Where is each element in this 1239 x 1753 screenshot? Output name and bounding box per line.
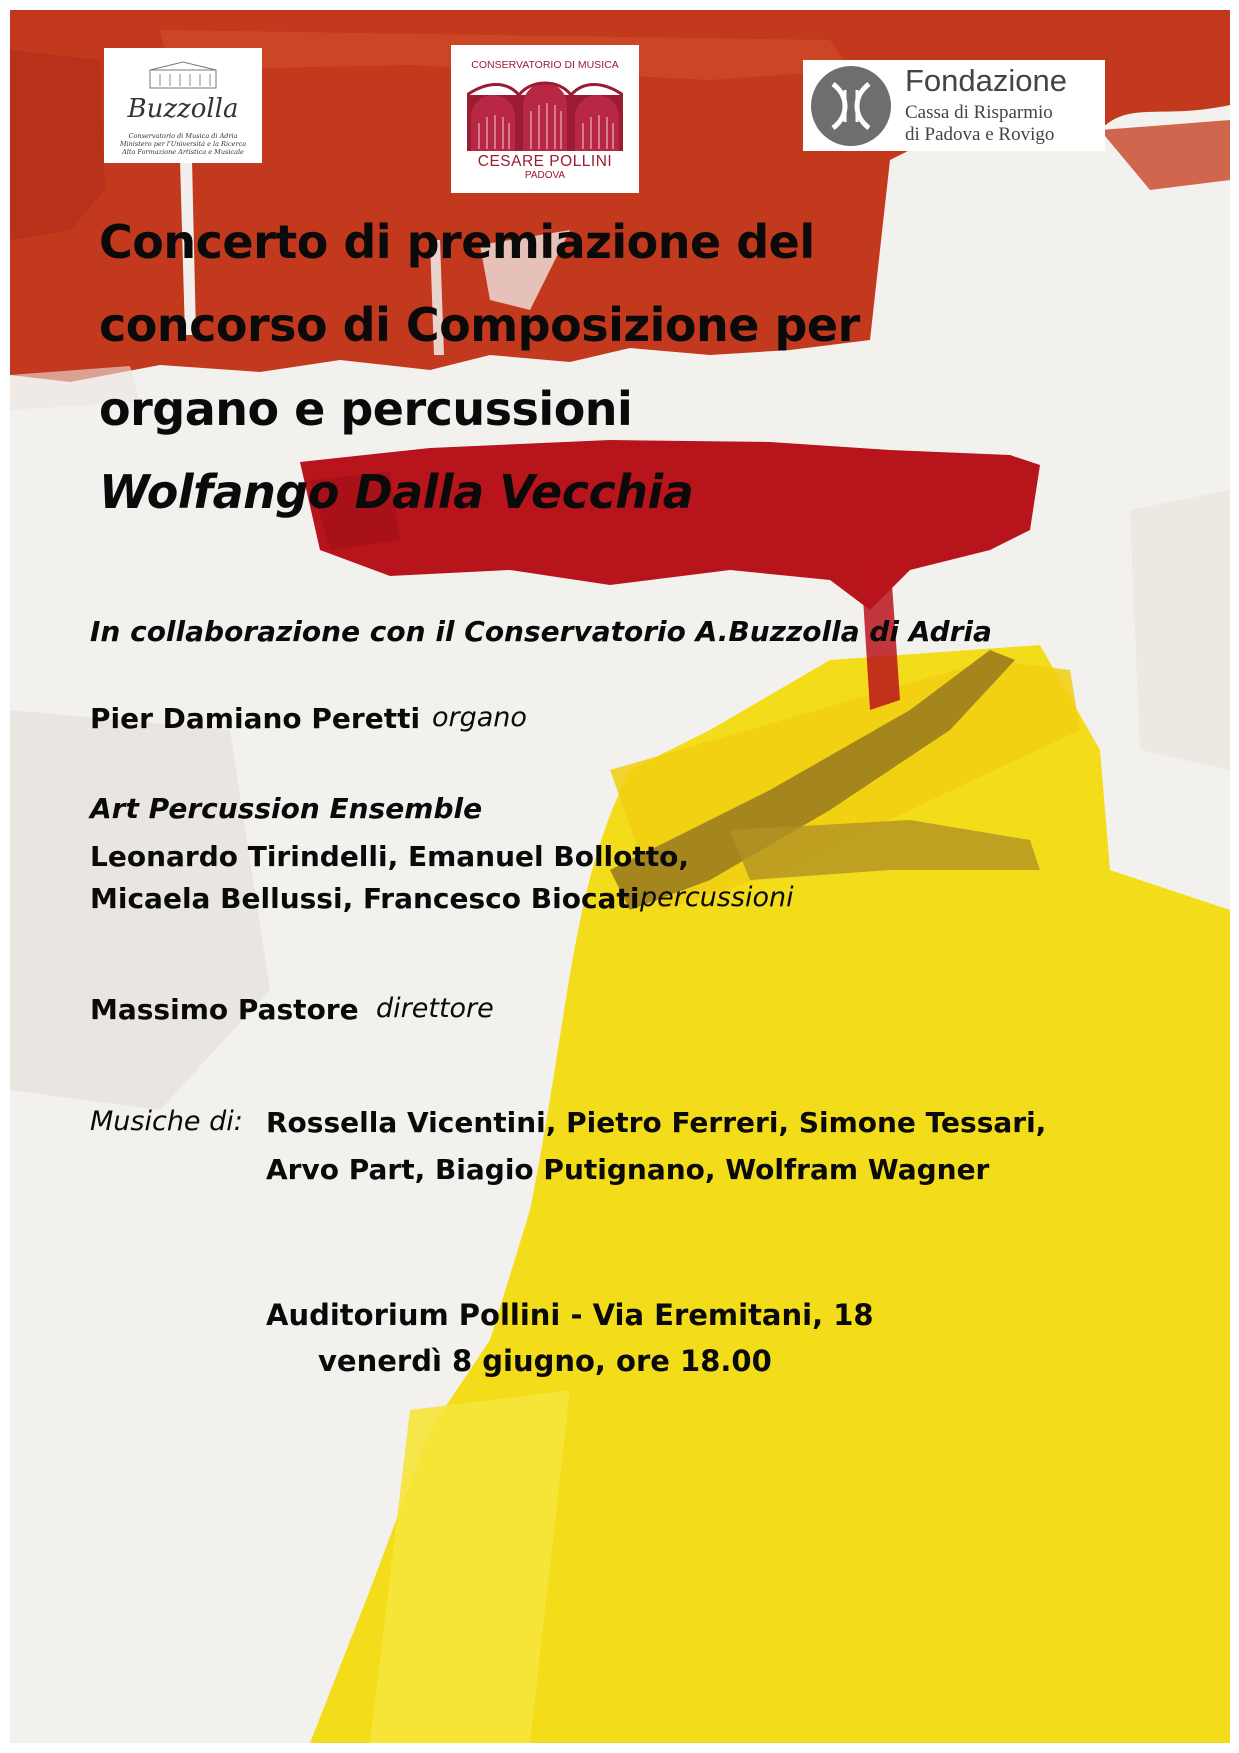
poster — [10, 10, 1230, 1743]
collaboration-note: In collaborazione con il Conservatorio A.Buzzolla di Adria — [90, 615, 992, 648]
organist-role: organo — [432, 702, 527, 733]
pollini-logo — [451, 45, 639, 193]
fondazione-line1: Cassa di Risparmio — [905, 102, 1053, 123]
ensemble-members-line-2: Micaela Bellussi, Francesco Biocati — [90, 882, 640, 915]
title-line-1: Concerto di premiazione del — [99, 215, 815, 269]
ensemble-members-line-1: Leonardo Tirindelli, Emanuel Bollotto, — [90, 840, 690, 873]
building-icon — [148, 60, 218, 90]
organ-pipes-icon — [467, 77, 623, 151]
buzzolla-wordmark: Buzzolla — [127, 94, 239, 124]
abstract-painting-background — [10, 10, 1230, 1743]
pollini-city: PADOVA — [524, 170, 566, 181]
organist-name: Pier Damiano Peretti — [90, 702, 421, 735]
event-datetime: venerdì 8 giugno, ore 18.00 — [318, 1344, 772, 1378]
composers-line-2: Arvo Part, Biagio Putignano, Wolfram Wagner — [266, 1153, 990, 1186]
director-name: Massimo Pastore — [90, 993, 359, 1026]
title-honoree: Wolfango Dalla Vecchia — [99, 465, 694, 519]
pollini-conservatory-label: CONSERVATORIO DI MUSICA — [471, 59, 619, 71]
buzzolla-logo — [104, 48, 262, 163]
ensemble-name: Art Percussion Ensemble — [90, 792, 483, 825]
fondazione-name: Fondazione — [905, 63, 1068, 98]
ensemble-role: percussioni — [640, 882, 794, 913]
title-line-2: concorso di Composizione per — [99, 298, 860, 352]
director-role: direttore — [376, 993, 494, 1024]
venue-address: Auditorium Pollini - Via Eremitani, 18 — [266, 1298, 874, 1332]
music-label: Musiche di: — [90, 1106, 243, 1137]
pollini-name: CESARE POLLINI — [477, 153, 613, 170]
buzzolla-subtitle: Conservatorio di Musica di Adria Ministero per l'Università e la Ricerca Alta Formazione Artistica e Musicale — [119, 132, 247, 156]
title-line-3: organo e percussioni — [99, 382, 633, 436]
composers-line-1: Rossella Vicentini, Pietro Ferreri, Simone Tessari, — [266, 1106, 1047, 1139]
fondazione-line2: di Padova e Rovigo — [905, 124, 1055, 145]
fondazione-logo — [803, 60, 1105, 151]
fondazione-emblem-icon — [809, 64, 893, 148]
